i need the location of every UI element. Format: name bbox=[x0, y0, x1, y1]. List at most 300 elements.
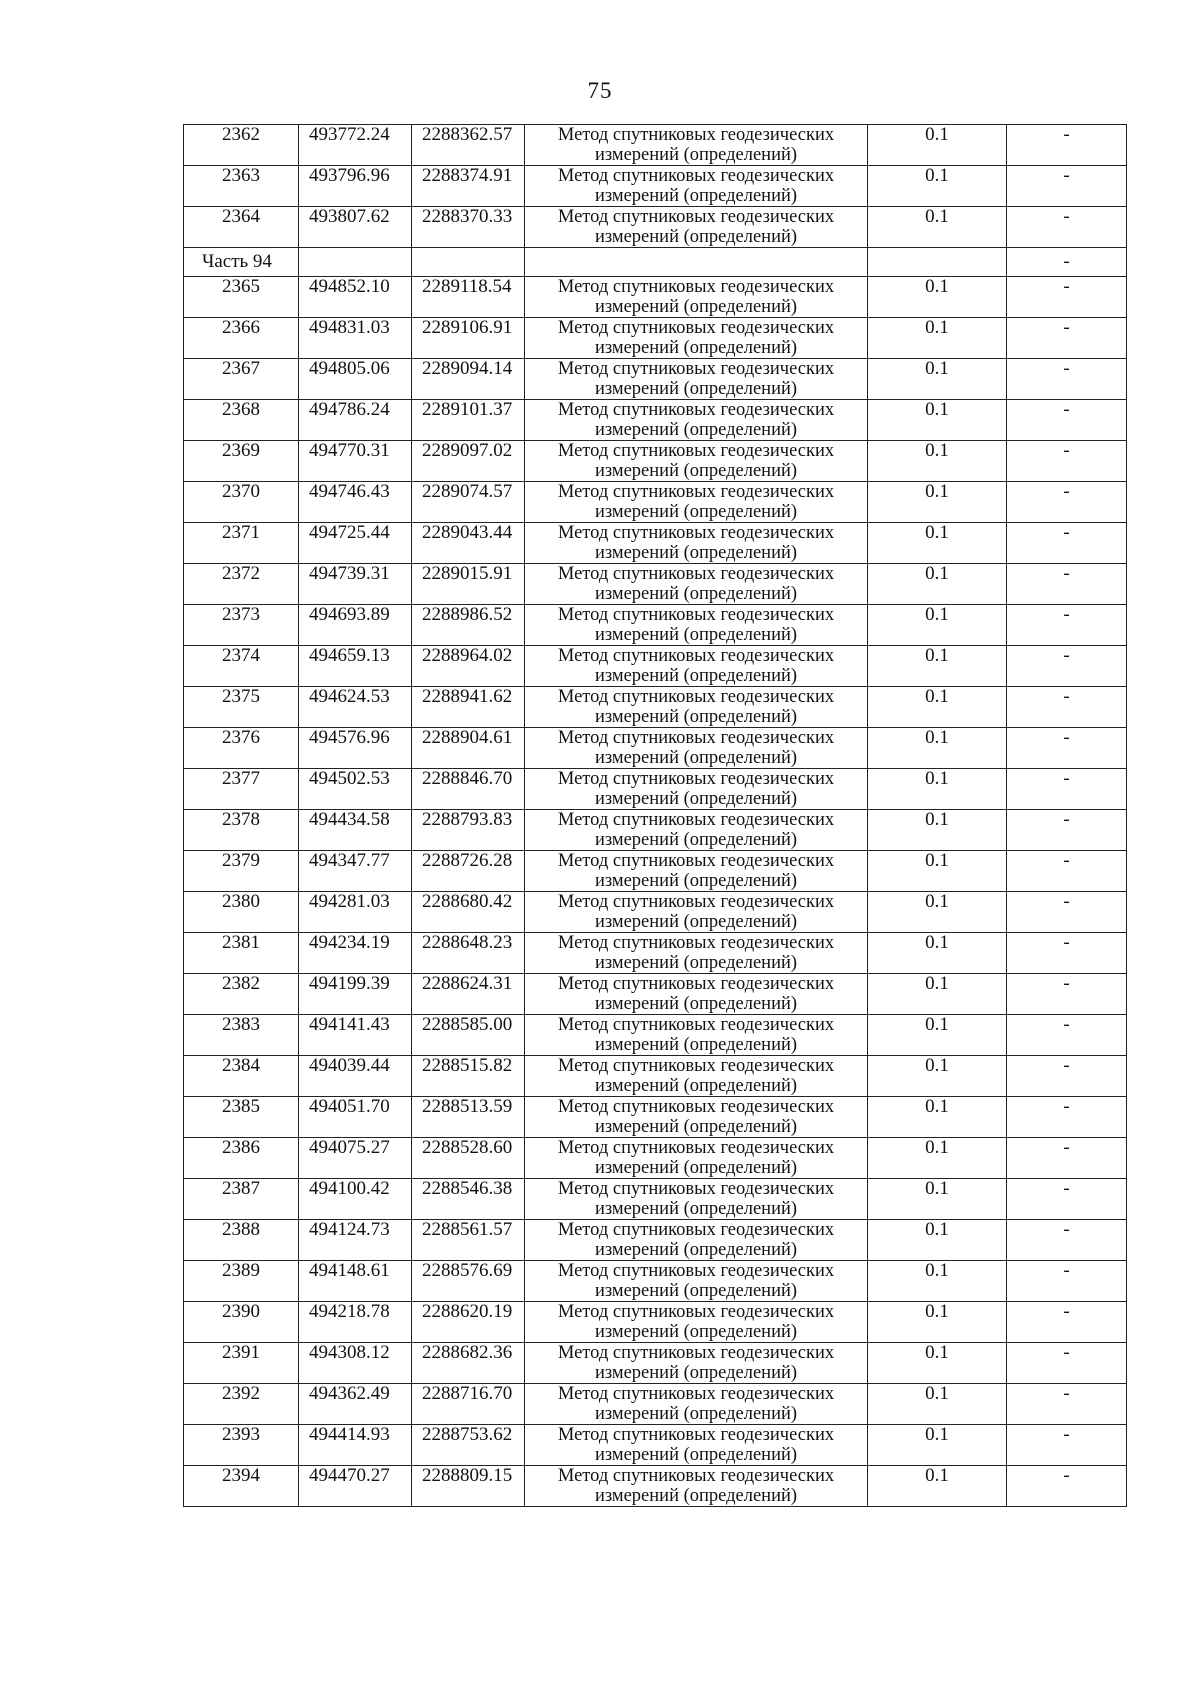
point-number-cell: 2373 bbox=[184, 605, 299, 646]
method-cell bbox=[525, 1302, 868, 1343]
method-line-1: Метод спутниковых геодезических bbox=[557, 166, 835, 186]
method-cell bbox=[525, 687, 868, 728]
y-coordinate-cell: 2288546.38 bbox=[412, 1179, 525, 1220]
accuracy-cell: 0.1 bbox=[868, 1015, 1007, 1056]
method-line-1: Метод спутниковых геодезических bbox=[557, 318, 835, 338]
table-row bbox=[184, 851, 1127, 892]
x-coordinate-cell: 494347.77 bbox=[299, 851, 412, 892]
accuracy-cell: 0.1 bbox=[868, 605, 1007, 646]
y-coordinate-cell: 2288624.31 bbox=[412, 974, 525, 1015]
extra-cell: - bbox=[1007, 1425, 1127, 1466]
point-number-cell: 2376 bbox=[184, 728, 299, 769]
extra-cell: - bbox=[1007, 166, 1127, 207]
empty-cell bbox=[868, 248, 1007, 277]
table-row bbox=[184, 564, 1127, 605]
x-coordinate-cell: 494659.13 bbox=[299, 646, 412, 687]
point-number-cell: 2388 bbox=[184, 1220, 299, 1261]
method-line-1: Метод спутниковых геодезических bbox=[557, 1056, 835, 1076]
y-coordinate-cell: 2288726.28 bbox=[412, 851, 525, 892]
point-number-cell: 2380 bbox=[184, 892, 299, 933]
point-number-cell: 2367 bbox=[184, 359, 299, 400]
y-coordinate-cell: 2288528.60 bbox=[412, 1138, 525, 1179]
method-cell bbox=[525, 810, 868, 851]
y-coordinate-cell: 2288515.82 bbox=[412, 1056, 525, 1097]
x-coordinate-cell: 494281.03 bbox=[299, 892, 412, 933]
extra-cell: - bbox=[1007, 1466, 1127, 1507]
method-line-1: Метод спутниковых геодезических bbox=[557, 1425, 835, 1445]
x-coordinate-cell: 494576.96 bbox=[299, 728, 412, 769]
accuracy-cell: 0.1 bbox=[868, 769, 1007, 810]
accuracy-cell: 0.1 bbox=[868, 1302, 1007, 1343]
accuracy-cell: 0.1 bbox=[868, 400, 1007, 441]
method-line-1: Метод спутниковых геодезических bbox=[557, 1384, 835, 1404]
extra-cell: - bbox=[1007, 1343, 1127, 1384]
point-number-cell: 2391 bbox=[184, 1343, 299, 1384]
method-line-2: измерений (определений) bbox=[594, 1322, 798, 1342]
table-row bbox=[184, 728, 1127, 769]
method-cell bbox=[525, 207, 868, 248]
y-coordinate-cell: 2289097.02 bbox=[412, 441, 525, 482]
point-number-cell: 2379 bbox=[184, 851, 299, 892]
method-line-1: Метод спутниковых геодезических bbox=[557, 892, 835, 912]
accuracy-cell: 0.1 bbox=[868, 1056, 1007, 1097]
x-coordinate-cell: 494805.06 bbox=[299, 359, 412, 400]
x-coordinate-cell: 494039.44 bbox=[299, 1056, 412, 1097]
point-number-cell: 2385 bbox=[184, 1097, 299, 1138]
accuracy-cell: 0.1 bbox=[868, 166, 1007, 207]
accuracy-cell: 0.1 bbox=[868, 974, 1007, 1015]
method-line-2: измерений (определений) bbox=[594, 543, 798, 563]
accuracy-cell: 0.1 bbox=[868, 1179, 1007, 1220]
method-line-1: Метод спутниковых геодезических bbox=[557, 125, 835, 145]
method-cell bbox=[525, 523, 868, 564]
point-number-cell: 2390 bbox=[184, 1302, 299, 1343]
method-line-2: измерений (определений) bbox=[594, 953, 798, 973]
accuracy-cell: 0.1 bbox=[868, 810, 1007, 851]
accuracy-cell: 0.1 bbox=[868, 207, 1007, 248]
table-body bbox=[184, 125, 1127, 1507]
method-line-1: Метод спутниковых геодезических bbox=[557, 687, 835, 707]
empty-cell bbox=[412, 248, 525, 277]
table-row bbox=[184, 359, 1127, 400]
method-line-2: измерений (определений) bbox=[594, 625, 798, 645]
extra-cell: - bbox=[1007, 1056, 1127, 1097]
method-cell bbox=[525, 1343, 868, 1384]
method-cell bbox=[525, 441, 868, 482]
accuracy-cell: 0.1 bbox=[868, 892, 1007, 933]
method-line-2: измерений (определений) bbox=[594, 1240, 798, 1260]
method-line-2: измерений (определений) bbox=[594, 666, 798, 686]
point-number-cell: 2364 bbox=[184, 207, 299, 248]
extra-cell: - bbox=[1007, 318, 1127, 359]
point-number-cell: 2393 bbox=[184, 1425, 299, 1466]
x-coordinate-cell: 494502.53 bbox=[299, 769, 412, 810]
point-number-cell: 2392 bbox=[184, 1384, 299, 1425]
table-row bbox=[184, 933, 1127, 974]
method-line-2: измерений (определений) bbox=[594, 1158, 798, 1178]
method-line-1: Метод спутниковых геодезических bbox=[557, 1302, 835, 1322]
method-cell bbox=[525, 400, 868, 441]
extra-cell: - bbox=[1007, 933, 1127, 974]
method-line-2: измерений (определений) bbox=[594, 1035, 798, 1055]
empty-cell bbox=[525, 248, 868, 277]
point-number-cell: 2368 bbox=[184, 400, 299, 441]
point-number-cell: 2370 bbox=[184, 482, 299, 523]
table-row bbox=[184, 1056, 1127, 1097]
method-line-2: измерений (определений) bbox=[594, 461, 798, 481]
x-coordinate-cell: 494852.10 bbox=[299, 277, 412, 318]
y-coordinate-cell: 2289118.54 bbox=[412, 277, 525, 318]
x-coordinate-cell: 494051.70 bbox=[299, 1097, 412, 1138]
method-cell bbox=[525, 728, 868, 769]
accuracy-cell: 0.1 bbox=[868, 646, 1007, 687]
x-coordinate-cell: 494308.12 bbox=[299, 1343, 412, 1384]
method-cell bbox=[525, 1056, 868, 1097]
method-cell bbox=[525, 359, 868, 400]
point-number-cell: 2383 bbox=[184, 1015, 299, 1056]
method-cell bbox=[525, 166, 868, 207]
y-coordinate-cell: 2288362.57 bbox=[412, 125, 525, 166]
extra-cell: - bbox=[1007, 207, 1127, 248]
method-line-1: Метод спутниковых геодезических bbox=[557, 1179, 835, 1199]
table-row bbox=[184, 974, 1127, 1015]
method-cell bbox=[525, 482, 868, 523]
y-coordinate-cell: 2289074.57 bbox=[412, 482, 525, 523]
extra-cell: - bbox=[1007, 851, 1127, 892]
method-cell bbox=[525, 564, 868, 605]
method-cell bbox=[525, 1138, 868, 1179]
method-cell bbox=[525, 1220, 868, 1261]
method-line-1: Метод спутниковых геодезических bbox=[557, 359, 835, 379]
table-row bbox=[184, 1097, 1127, 1138]
accuracy-cell: 0.1 bbox=[868, 1466, 1007, 1507]
method-line-2: измерений (определений) bbox=[594, 1404, 798, 1424]
method-cell bbox=[525, 769, 868, 810]
y-coordinate-cell: 2289106.91 bbox=[412, 318, 525, 359]
extra-cell: - bbox=[1007, 1015, 1127, 1056]
accuracy-cell: 0.1 bbox=[868, 1343, 1007, 1384]
y-coordinate-cell: 2288620.19 bbox=[412, 1302, 525, 1343]
method-line-1: Метод спутниковых геодезических bbox=[557, 1015, 835, 1035]
method-line-1: Метод спутниковых геодезических bbox=[557, 769, 835, 789]
x-coordinate-cell: 494470.27 bbox=[299, 1466, 412, 1507]
y-coordinate-cell: 2288513.59 bbox=[412, 1097, 525, 1138]
x-coordinate-cell: 494786.24 bbox=[299, 400, 412, 441]
y-coordinate-cell: 2288753.62 bbox=[412, 1425, 525, 1466]
method-line-2: измерений (определений) bbox=[594, 1445, 798, 1465]
method-line-2: измерений (определений) bbox=[594, 186, 798, 206]
extra-cell: - bbox=[1007, 564, 1127, 605]
method-line-1: Метод спутниковых геодезических bbox=[557, 482, 835, 502]
extra-cell: - bbox=[1007, 248, 1127, 277]
method-line-2: измерений (определений) bbox=[594, 1486, 798, 1506]
method-cell bbox=[525, 605, 868, 646]
x-coordinate-cell: 494725.44 bbox=[299, 523, 412, 564]
extra-cell: - bbox=[1007, 769, 1127, 810]
extra-cell: - bbox=[1007, 482, 1127, 523]
y-coordinate-cell: 2288964.02 bbox=[412, 646, 525, 687]
method-cell bbox=[525, 1179, 868, 1220]
point-number-cell: 2371 bbox=[184, 523, 299, 564]
method-cell bbox=[525, 1015, 868, 1056]
table-row bbox=[184, 1466, 1127, 1507]
x-coordinate-cell: 494693.89 bbox=[299, 605, 412, 646]
extra-cell: - bbox=[1007, 646, 1127, 687]
y-coordinate-cell: 2289015.91 bbox=[412, 564, 525, 605]
method-line-1: Метод спутниковых геодезических bbox=[557, 728, 835, 748]
accuracy-cell: 0.1 bbox=[868, 318, 1007, 359]
x-coordinate-cell: 494746.43 bbox=[299, 482, 412, 523]
method-line-2: измерений (определений) bbox=[594, 1076, 798, 1096]
method-cell bbox=[525, 1097, 868, 1138]
table-row bbox=[184, 1384, 1127, 1425]
extra-cell: - bbox=[1007, 810, 1127, 851]
table-row bbox=[184, 1425, 1127, 1466]
accuracy-cell: 0.1 bbox=[868, 1138, 1007, 1179]
x-coordinate-cell: 493772.24 bbox=[299, 125, 412, 166]
y-coordinate-cell: 2289094.14 bbox=[412, 359, 525, 400]
coordinates-table bbox=[183, 124, 1127, 1507]
y-coordinate-cell: 2289101.37 bbox=[412, 400, 525, 441]
x-coordinate-cell: 494075.27 bbox=[299, 1138, 412, 1179]
part-label: Часть 94 bbox=[184, 248, 299, 277]
point-number-cell: 2381 bbox=[184, 933, 299, 974]
method-line-1: Метод спутниковых геодезических bbox=[557, 1343, 835, 1363]
method-line-1: Метод спутниковых геодезических bbox=[557, 810, 835, 830]
method-cell bbox=[525, 125, 868, 166]
extra-cell: - bbox=[1007, 1138, 1127, 1179]
y-coordinate-cell: 2288648.23 bbox=[412, 933, 525, 974]
table-row bbox=[184, 400, 1127, 441]
x-coordinate-cell: 494218.78 bbox=[299, 1302, 412, 1343]
point-number-cell: 2394 bbox=[184, 1466, 299, 1507]
extra-cell: - bbox=[1007, 605, 1127, 646]
method-line-2: измерений (определений) bbox=[594, 707, 798, 727]
method-line-1: Метод спутниковых геодезических bbox=[557, 1097, 835, 1117]
accuracy-cell: 0.1 bbox=[868, 277, 1007, 318]
accuracy-cell: 0.1 bbox=[868, 523, 1007, 564]
method-line-1: Метод спутниковых геодезических bbox=[557, 1138, 835, 1158]
table-row bbox=[184, 1015, 1127, 1056]
method-line-2: измерений (определений) bbox=[594, 145, 798, 165]
point-number-cell: 2387 bbox=[184, 1179, 299, 1220]
method-line-2: измерений (определений) bbox=[594, 502, 798, 522]
method-cell bbox=[525, 892, 868, 933]
y-coordinate-cell: 2288986.52 bbox=[412, 605, 525, 646]
accuracy-cell: 0.1 bbox=[868, 728, 1007, 769]
accuracy-cell: 0.1 bbox=[868, 1384, 1007, 1425]
table-row bbox=[184, 1179, 1127, 1220]
accuracy-cell: 0.1 bbox=[868, 482, 1007, 523]
y-coordinate-cell: 2288585.00 bbox=[412, 1015, 525, 1056]
y-coordinate-cell: 2288374.91 bbox=[412, 166, 525, 207]
method-cell bbox=[525, 933, 868, 974]
x-coordinate-cell: 494739.31 bbox=[299, 564, 412, 605]
y-coordinate-cell: 2288716.70 bbox=[412, 1384, 525, 1425]
point-number-cell: 2362 bbox=[184, 125, 299, 166]
method-cell bbox=[525, 851, 868, 892]
table-row bbox=[184, 892, 1127, 933]
y-coordinate-cell: 2288904.61 bbox=[412, 728, 525, 769]
method-line-2: измерений (определений) bbox=[594, 1199, 798, 1219]
table-row bbox=[184, 166, 1127, 207]
accuracy-cell: 0.1 bbox=[868, 933, 1007, 974]
x-coordinate-cell: 494234.19 bbox=[299, 933, 412, 974]
accuracy-cell: 0.1 bbox=[868, 687, 1007, 728]
x-coordinate-cell: 493807.62 bbox=[299, 207, 412, 248]
point-number-cell: 2365 bbox=[184, 277, 299, 318]
extra-cell: - bbox=[1007, 277, 1127, 318]
extra-cell: - bbox=[1007, 523, 1127, 564]
y-coordinate-cell: 2288809.15 bbox=[412, 1466, 525, 1507]
method-line-2: измерений (определений) bbox=[594, 297, 798, 317]
accuracy-cell: 0.1 bbox=[868, 1097, 1007, 1138]
accuracy-cell: 0.1 bbox=[868, 1425, 1007, 1466]
y-coordinate-cell: 2288576.69 bbox=[412, 1261, 525, 1302]
x-coordinate-cell: 494199.39 bbox=[299, 974, 412, 1015]
table-row bbox=[184, 1343, 1127, 1384]
method-cell bbox=[525, 1425, 868, 1466]
method-cell bbox=[525, 318, 868, 359]
method-line-1: Метод спутниковых геодезических bbox=[557, 646, 835, 666]
y-coordinate-cell: 2288370.33 bbox=[412, 207, 525, 248]
table-row bbox=[184, 1261, 1127, 1302]
method-line-2: измерений (определений) bbox=[594, 1281, 798, 1301]
method-line-1: Метод спутниковых геодезических bbox=[557, 974, 835, 994]
method-cell bbox=[525, 277, 868, 318]
table-row bbox=[184, 125, 1127, 166]
accuracy-cell: 0.1 bbox=[868, 441, 1007, 482]
point-number-cell: 2386 bbox=[184, 1138, 299, 1179]
x-coordinate-cell: 494414.93 bbox=[299, 1425, 412, 1466]
method-cell bbox=[525, 1384, 868, 1425]
extra-cell: - bbox=[1007, 441, 1127, 482]
method-line-2: измерений (определений) bbox=[594, 338, 798, 358]
point-number-cell: 2382 bbox=[184, 974, 299, 1015]
table-row bbox=[184, 482, 1127, 523]
method-line-1: Метод спутниковых геодезических bbox=[557, 564, 835, 584]
accuracy-cell: 0.1 bbox=[868, 1220, 1007, 1261]
x-coordinate-cell: 494362.49 bbox=[299, 1384, 412, 1425]
extra-cell: - bbox=[1007, 974, 1127, 1015]
method-line-1: Метод спутниковых геодезических bbox=[557, 1466, 835, 1486]
method-cell bbox=[525, 1466, 868, 1507]
point-number-cell: 2378 bbox=[184, 810, 299, 851]
point-number-cell: 2375 bbox=[184, 687, 299, 728]
point-number-cell: 2389 bbox=[184, 1261, 299, 1302]
point-number-cell: 2369 bbox=[184, 441, 299, 482]
accuracy-cell: 0.1 bbox=[868, 1261, 1007, 1302]
y-coordinate-cell: 2288846.70 bbox=[412, 769, 525, 810]
method-line-1: Метод спутниковых геодезических bbox=[557, 933, 835, 953]
page-number: 75 bbox=[587, 78, 613, 103]
method-line-1: Метод спутниковых геодезических bbox=[557, 207, 835, 227]
y-coordinate-cell: 2288793.83 bbox=[412, 810, 525, 851]
method-cell bbox=[525, 1261, 868, 1302]
method-line-1: Метод спутниковых геодезических bbox=[557, 277, 835, 297]
x-coordinate-cell: 494770.31 bbox=[299, 441, 412, 482]
table-row bbox=[184, 687, 1127, 728]
method-line-2: измерений (определений) bbox=[594, 1363, 798, 1383]
extra-cell: - bbox=[1007, 1261, 1127, 1302]
extra-cell: - bbox=[1007, 1302, 1127, 1343]
method-line-2: измерений (определений) bbox=[594, 748, 798, 768]
method-line-2: измерений (определений) bbox=[594, 830, 798, 850]
table-row bbox=[184, 810, 1127, 851]
point-number-cell: 2366 bbox=[184, 318, 299, 359]
table-row bbox=[184, 318, 1127, 359]
y-coordinate-cell: 2288561.57 bbox=[412, 1220, 525, 1261]
table-row bbox=[184, 646, 1127, 687]
table-row bbox=[184, 1220, 1127, 1261]
x-coordinate-cell: 493796.96 bbox=[299, 166, 412, 207]
method-line-1: Метод спутниковых геодезических bbox=[557, 1220, 835, 1240]
x-coordinate-cell: 494141.43 bbox=[299, 1015, 412, 1056]
x-coordinate-cell: 494624.53 bbox=[299, 687, 412, 728]
table-row bbox=[184, 1302, 1127, 1343]
method-cell bbox=[525, 974, 868, 1015]
extra-cell: - bbox=[1007, 1097, 1127, 1138]
method-line-2: измерений (определений) bbox=[594, 871, 798, 891]
part-header-row bbox=[184, 248, 1127, 277]
method-line-2: измерений (определений) bbox=[594, 379, 798, 399]
y-coordinate-cell: 2288680.42 bbox=[412, 892, 525, 933]
method-line-2: измерений (определений) bbox=[594, 420, 798, 440]
table-row bbox=[184, 1138, 1127, 1179]
method-cell bbox=[525, 646, 868, 687]
extra-cell: - bbox=[1007, 1220, 1127, 1261]
extra-cell: - bbox=[1007, 1179, 1127, 1220]
table-row bbox=[184, 769, 1127, 810]
x-coordinate-cell: 494434.58 bbox=[299, 810, 412, 851]
method-line-1: Метод спутниковых геодезических bbox=[557, 400, 835, 420]
method-line-2: измерений (определений) bbox=[594, 994, 798, 1014]
method-line-2: измерений (определений) bbox=[594, 912, 798, 932]
method-line-1: Метод спутниковых геодезических bbox=[557, 605, 835, 625]
table-row bbox=[184, 523, 1127, 564]
table-row bbox=[184, 605, 1127, 646]
extra-cell: - bbox=[1007, 400, 1127, 441]
point-number-cell: 2377 bbox=[184, 769, 299, 810]
x-coordinate-cell: 494148.61 bbox=[299, 1261, 412, 1302]
method-line-1: Метод спутниковых геодезических bbox=[557, 851, 835, 871]
table-row bbox=[184, 207, 1127, 248]
extra-cell: - bbox=[1007, 892, 1127, 933]
y-coordinate-cell: 2288682.36 bbox=[412, 1343, 525, 1384]
table-row bbox=[184, 277, 1127, 318]
method-line-1: Метод спутниковых геодезических bbox=[557, 1261, 835, 1281]
method-line-1: Метод спутниковых геодезических bbox=[557, 441, 835, 461]
x-coordinate-cell: 494124.73 bbox=[299, 1220, 412, 1261]
x-coordinate-cell: 494100.42 bbox=[299, 1179, 412, 1220]
y-coordinate-cell: 2289043.44 bbox=[412, 523, 525, 564]
extra-cell: - bbox=[1007, 687, 1127, 728]
extra-cell: - bbox=[1007, 1384, 1127, 1425]
point-number-cell: 2374 bbox=[184, 646, 299, 687]
extra-cell: - bbox=[1007, 125, 1127, 166]
method-line-1: Метод спутниковых геодезических bbox=[557, 523, 835, 543]
accuracy-cell: 0.1 bbox=[868, 125, 1007, 166]
point-number-cell: 2363 bbox=[184, 166, 299, 207]
empty-cell bbox=[299, 248, 412, 277]
method-line-2: измерений (определений) bbox=[594, 227, 798, 247]
y-coordinate-cell: 2288941.62 bbox=[412, 687, 525, 728]
method-line-2: измерений (определений) bbox=[594, 584, 798, 604]
method-line-2: измерений (определений) bbox=[594, 1117, 798, 1137]
extra-cell: - bbox=[1007, 359, 1127, 400]
x-coordinate-cell: 494831.03 bbox=[299, 318, 412, 359]
point-number-cell: 2372 bbox=[184, 564, 299, 605]
